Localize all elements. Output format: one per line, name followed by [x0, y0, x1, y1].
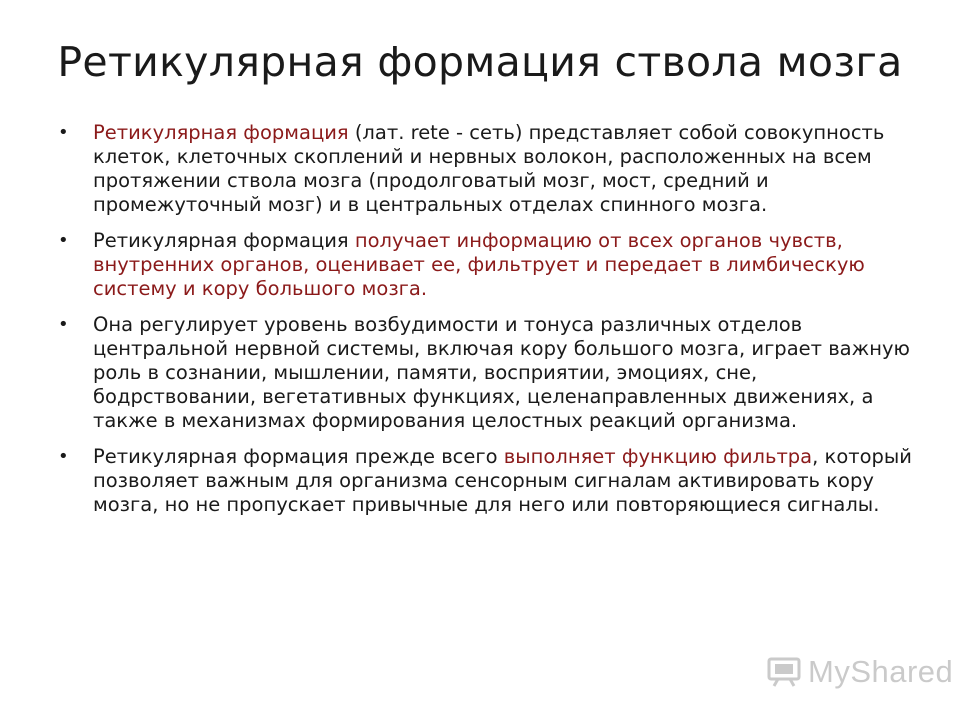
- bullet-marker: •: [58, 314, 69, 335]
- projector-icon: [766, 656, 802, 688]
- bullet-item-2: [58, 229, 918, 301]
- bullet-4-highlight: выполняет функцию фильтра: [503, 445, 813, 468]
- bullet-4-text-end: , который позволяет важным для организма сенсорным сигналам активировать кору мозга, но не пропускает привычные для него или повторяющиеся сигналы.: [93, 445, 912, 516]
- bullet-marker: •: [58, 230, 69, 251]
- watermark-text: MyShared: [808, 654, 954, 689]
- bullet-item-4: [58, 445, 918, 517]
- bullet-1-text: (лат. rete - сеть) представляет собой совокупность клеток, клеточных скоплений и нервных волокон, расположенных на всем протяжении ствола мозга (продолговатый мозг, мост, средний и промежуточный мозг) и в центральных отделах спинного мозга.: [93, 121, 885, 216]
- bullet-2-highlight: получает информацию от всех органов чувств, внутренних органов, оценивает ее, фильтрует и передает в лимбическую систему и кору большого мозга.: [93, 229, 865, 300]
- bullet-3-text: Она регулирует уровень возбудимости и тонуса различных отделов центральной нервной системы, включая кору большого мозга, играет важную роль в сознании, мышлении, памяти, восприятии, эмоциях, сне, бодрствовании, вегетативных функциях, целенаправленных движениях, а также в механизмах формирования целостных реакций организма.: [93, 313, 910, 432]
- bullet-item-3: [58, 313, 918, 433]
- bullet-2-text: Ретикулярная формация: [93, 229, 355, 252]
- slide-title: Ретикулярная формация ствола мозга: [57, 38, 903, 86]
- watermark-logo: [766, 654, 953, 690]
- bullet-marker: •: [58, 122, 69, 143]
- bullet-list: [58, 121, 918, 529]
- bullet-1-highlight: Ретикулярная формация: [93, 121, 349, 144]
- bullet-4-text: Ретикулярная формация прежде всего: [93, 445, 504, 468]
- bullet-marker: •: [58, 446, 69, 467]
- bullet-item-1: [58, 121, 918, 217]
